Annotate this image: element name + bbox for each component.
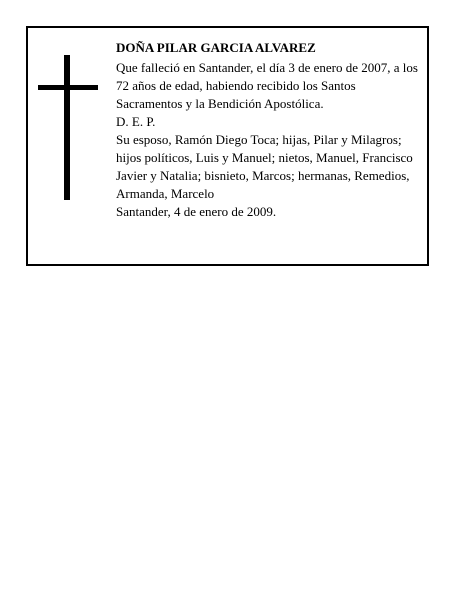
cross-icon (38, 55, 98, 200)
obituary-notice (26, 26, 429, 266)
cross-vertical-bar (64, 55, 70, 200)
death-statement: Que falleció en Santander, el día 3 de enero de 2007, a los 72 años de edad, habiendo recibido los Santos Sacramentos y la Bendición Apostólica. (116, 60, 418, 111)
rip-abbreviation: D. E. P. (116, 114, 156, 129)
deceased-name: DOÑA PILAR GARCIA ALVAREZ (116, 40, 316, 55)
notice-text (116, 39, 424, 221)
cross-horizontal-bar (38, 85, 98, 90)
place-date: Santander, 4 de enero de 2009. (116, 204, 277, 219)
family-list: Su esposo, Ramón Diego Toca; hijas, Pilar y Milagros; hijos políticos, Luis y Manuel; nietos, Manuel, Francisco Javier y Natalia; bisnieto, Marcos; hermanas, Remedios, Armanda, Marcelo (116, 132, 413, 201)
